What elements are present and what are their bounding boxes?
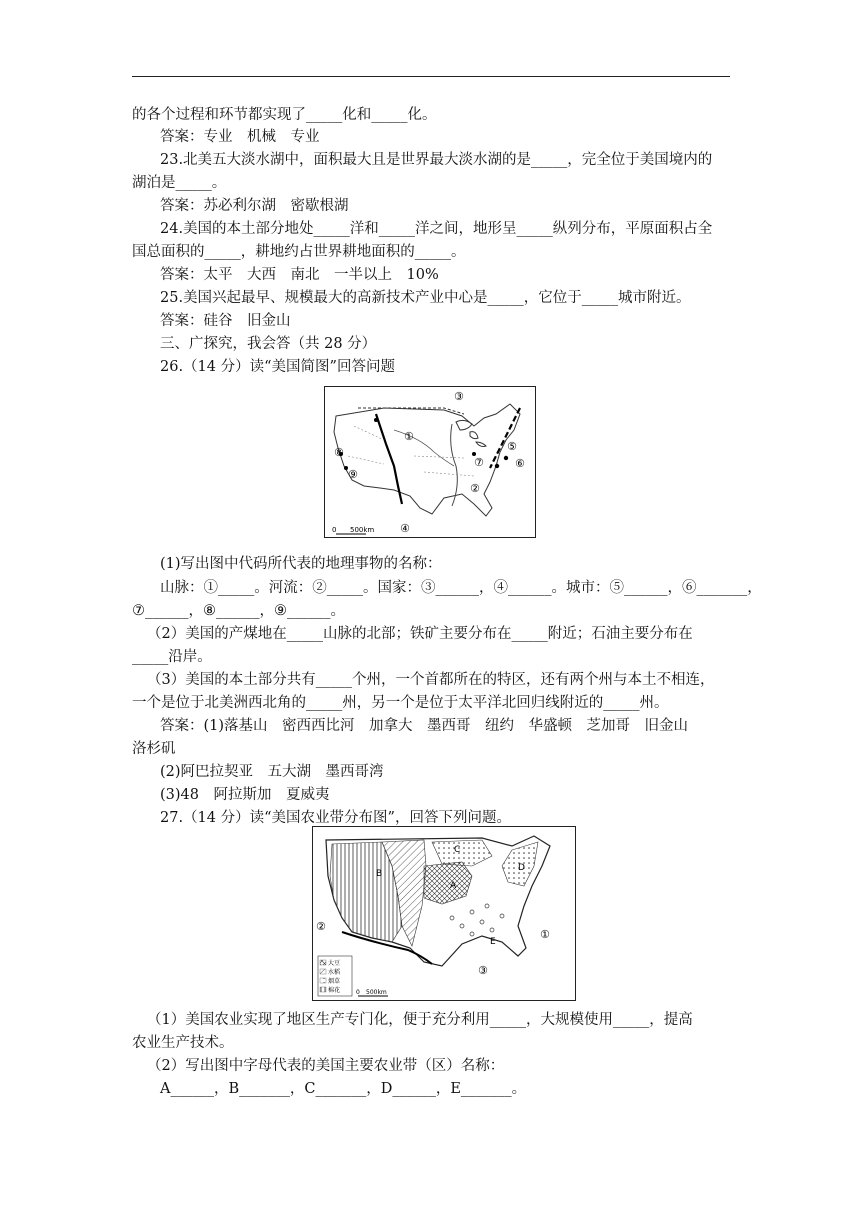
answer-line: 洛杉矶 [132,741,176,757]
text-line: A______，B_______，C_______，D______，E_______。 [160,1081,527,1097]
map-marker: ② [470,482,480,495]
question-25: 25.美国兴起最早、规模最大的高新技术产业中心是_____，它位于_____城市附近。 [160,290,691,306]
map-marker: ⑧ [334,446,344,459]
map-letter: C [454,845,461,855]
scale-zero: 0 [332,526,337,534]
legend-item: 烟草 [328,978,341,985]
text-line: （2）写出图中字母代表的美国主要农业带（区）名称： [147,1058,505,1074]
text-line: 山脉：①_____。河流：②_____。国家：③______，④______。城市：⑤______，⑥_______， [160,580,762,596]
map-marker: ① [540,928,550,941]
text-line: （2）美国的产煤地在_____山脉的北部；铁矿主要分布在_____附近；石油主要分布在 [147,626,693,642]
answer-line: 答案：硅谷 旧金山 [160,313,291,329]
map-marker: ③ [454,390,464,403]
map-marker: ⑦ [474,456,484,469]
header-rule [132,76,730,77]
answer-line: 答案：(1)落基山 密西西比河 加拿大 墨西哥 纽约 华盛顿 芝加哥 旧金山 [160,718,689,734]
map-legend [318,956,352,996]
map-marker: ⑤ [507,440,517,453]
map-marker: ① [404,430,414,443]
text-line: 国总面积的_____，耕地约占世界耕地面积的_____。 [132,244,466,260]
usa-simple-map [324,386,536,538]
answer-line: (3)48 阿拉斯加 夏威夷 [160,787,330,803]
map-letter: A [450,881,457,891]
scale-label: 500km [366,989,387,996]
map-letter: B [376,869,383,879]
question-23: 23.北美五大淡水湖中，面积最大且是世界最大淡水湖的是_____，完全位于美国境内的 [160,152,713,168]
map-marker: ⑨ [348,468,358,481]
text-line: 湖泊是_____。 [132,175,227,191]
usa-agriculture-map-svg [312,826,576,1001]
text-line: ⑦______，⑧______，⑨______。 [132,603,345,619]
question-24: 24.美国的本土部分地处_____洋和_____洋之间，地形呈_____纵列分布，平原面积占全 [160,221,713,237]
answer-line: 答案：苏必利尔湖 密歇根湖 [160,198,349,214]
answer-line: 答案：太平 大西 南北 一半以上 10% [160,267,439,283]
text-line: 一个是位于北美洲西北角的_____州，另一个是位于太平洋北回归线附近的_____州。 [132,695,669,711]
answer-line: (2)阿巴拉契亚 五大湖 墨西哥湾 [160,764,384,780]
legend-item: 棉花 [328,987,341,994]
map-marker: ③ [478,964,488,977]
map-letter: D [518,863,525,873]
text-line: _____沿岸。 [132,649,212,665]
answer-line: 答案：专业 机械 专业 [160,129,320,145]
usa-simple-map-svg [324,386,536,538]
text-line: （3）美国的本土部分共有_____个州，一个首都所在的特区，还有两个州与本土不相连， [147,672,715,688]
legend-item: 大豆 [328,960,341,967]
text-line: 农业生产技术。 [132,1035,234,1051]
question-27: 27.（14 分）读“美国农业带分布图”，回答下列问题。 [160,810,511,826]
usa-agriculture-map [312,826,576,1001]
scale-label: 500km [350,526,375,534]
legend-item: 水稻 [328,969,341,976]
map-marker: ④ [400,522,410,535]
scale-zero: 0 [356,989,360,996]
map-marker: ② [316,920,326,933]
question-26: 26.（14 分）读“美国简图”回答问题 [160,359,395,375]
section-heading: 三、广探究，我会答（共 28 分） [160,336,377,352]
text-line: (1)写出图中代码所代表的地理事物的名称： [160,556,442,572]
text-line: （1）美国农业实现了地区生产专门化，便于充分利用_____，大规模使用_____，提高 [147,1012,693,1028]
map-marker: ⑥ [515,457,525,470]
map-letter: E [490,937,496,947]
text-line: 的各个过程和环节都实现了_____化和_____化。 [132,107,437,123]
